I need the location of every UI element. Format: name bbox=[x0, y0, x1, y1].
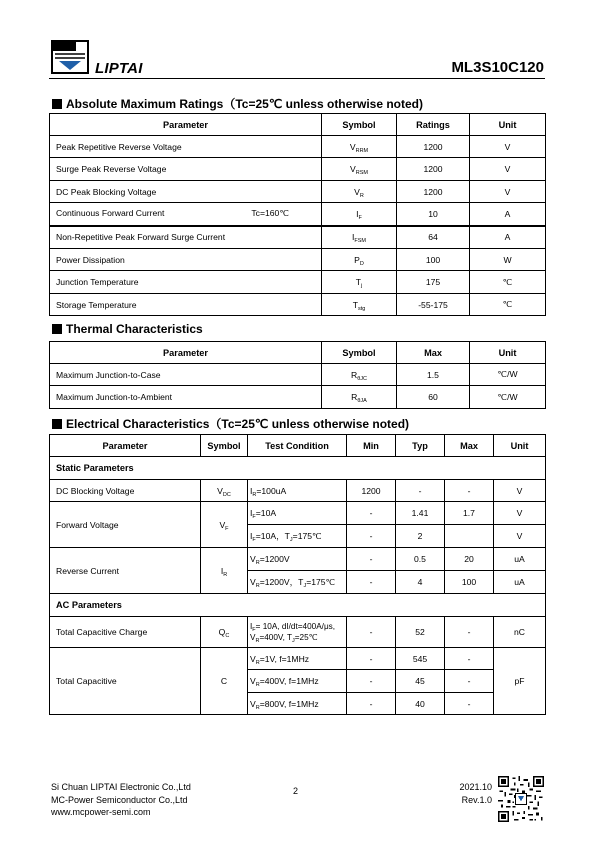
unit-cell: ℃ bbox=[470, 294, 546, 316]
symbol-cell: C bbox=[201, 648, 248, 715]
table-row bbox=[50, 158, 546, 181]
typ-cell: 2 bbox=[396, 525, 445, 548]
condition-cell: $V_R=1200V$ bbox=[248, 548, 347, 571]
thermal-table bbox=[49, 341, 546, 409]
max-cell: 20 bbox=[445, 548, 494, 571]
unit-cell: ℃/W bbox=[470, 386, 546, 409]
param-cell: Storage Temperature bbox=[50, 294, 322, 316]
col-header: Typ bbox=[396, 435, 445, 457]
unit-cell: uA bbox=[494, 548, 546, 571]
param-cell: Peak Repetitive Reverse Voltage bbox=[50, 136, 322, 158]
typ-cell: 52 bbox=[396, 617, 445, 648]
col-header: Unit bbox=[470, 342, 546, 364]
max-cell: - bbox=[445, 617, 494, 648]
unit-cell: V bbox=[494, 502, 546, 525]
header-divider bbox=[49, 78, 545, 79]
symbol-cell: $V_R$ bbox=[322, 181, 397, 203]
unit-cell: nC bbox=[494, 617, 546, 648]
table-row bbox=[50, 136, 546, 158]
unit-cell: V bbox=[494, 480, 546, 502]
param-cell: Total Capacitive Charge bbox=[50, 617, 201, 648]
value-cell: -55-175 bbox=[397, 294, 470, 316]
typ-cell: 0.5 bbox=[396, 548, 445, 571]
min-cell: - bbox=[347, 548, 396, 571]
unit-cell: uA bbox=[494, 571, 546, 594]
condition-cell: $I_F= 10A$, dI/dt=400A/μs, $V_R=400V$, $T_J=25℃$ bbox=[248, 617, 347, 648]
symbol-cell: $I_F$ bbox=[322, 203, 397, 226]
value-cell: 1.5 bbox=[397, 364, 470, 386]
max-cell: - bbox=[445, 670, 494, 693]
company-name-2: MC-Power Semiconductor Co.,Ltd bbox=[51, 794, 188, 805]
table-row bbox=[50, 617, 546, 648]
typ-cell: 4 bbox=[396, 571, 445, 594]
symbol-cell: $T_j$ bbox=[322, 271, 397, 294]
unit-cell: V bbox=[470, 136, 546, 158]
elec-table bbox=[49, 434, 546, 715]
col-header: Max bbox=[397, 342, 470, 364]
symbol-cell: $Q_C$ bbox=[201, 617, 248, 648]
param-cell: Total Capacitive bbox=[50, 648, 201, 715]
col-header: Ratings bbox=[397, 114, 470, 136]
revision-number: Rev.1.0 bbox=[461, 794, 492, 805]
footer-revision bbox=[459, 781, 492, 806]
col-header: Unit bbox=[494, 435, 546, 457]
section-bullet-icon bbox=[52, 99, 62, 109]
brand-name: LIPTAI bbox=[95, 60, 143, 77]
section-bullet-icon bbox=[52, 419, 62, 429]
table-row bbox=[50, 364, 546, 386]
unit-cell: V bbox=[470, 181, 546, 203]
elec-section-title: Electrical Characteristics（Tc=25℃ unless otherwise noted) bbox=[52, 415, 409, 432]
max-cell: - bbox=[445, 648, 494, 670]
liptai-logo-icon bbox=[51, 40, 89, 74]
param-cell: Reverse Current bbox=[50, 548, 201, 594]
typ-cell: - bbox=[396, 480, 445, 502]
min-cell: - bbox=[347, 670, 396, 693]
table-header-row bbox=[50, 342, 546, 364]
condition-cell: $I_R=100uA$ bbox=[248, 480, 347, 502]
page-number: 2 bbox=[293, 786, 299, 796]
value-cell: 64 bbox=[397, 226, 470, 249]
symbol-cell: $R_{\theta JA}$ bbox=[322, 386, 397, 409]
min-cell: - bbox=[347, 571, 396, 594]
col-header: Symbol bbox=[322, 114, 397, 136]
max-cell: - bbox=[445, 693, 494, 715]
group-row bbox=[50, 457, 546, 480]
value-cell: 60 bbox=[397, 386, 470, 409]
condition-cell: $V_R=800V$, f=1MHz bbox=[248, 693, 347, 715]
thermal-section-title: Thermal Characteristics bbox=[52, 322, 203, 336]
min-cell: - bbox=[347, 525, 396, 548]
table-row bbox=[50, 271, 546, 294]
typ-cell: 40 bbox=[396, 693, 445, 715]
condition-cell: $V_R=400V$, f=1MHz bbox=[248, 670, 347, 693]
col-header: Parameter bbox=[50, 342, 322, 364]
param-cell: DC Peak Blocking Voltage bbox=[50, 181, 322, 203]
table-row bbox=[50, 386, 546, 409]
max-cell: - bbox=[445, 480, 494, 502]
value-cell: 1200 bbox=[397, 136, 470, 158]
table-header-row bbox=[50, 435, 546, 457]
qr-code-icon bbox=[498, 776, 544, 822]
col-header: Symbol bbox=[201, 435, 248, 457]
param-cell: Continuous Forward Current Tc=160℃ bbox=[50, 203, 322, 226]
test-condition: Tc=160℃ bbox=[251, 208, 289, 219]
symbol-cell: $T_{stg}$ bbox=[322, 294, 397, 316]
group-row bbox=[50, 594, 546, 617]
col-header: Max bbox=[445, 435, 494, 457]
param-cell: Power Dissipation bbox=[50, 249, 322, 271]
footer-companies bbox=[51, 781, 191, 819]
unit-cell: V bbox=[470, 158, 546, 181]
min-cell: - bbox=[347, 502, 396, 525]
unit-cell: pF bbox=[494, 648, 546, 715]
param-cell: Surge Peak Reverse Voltage bbox=[50, 158, 322, 181]
symbol-cell: $V_{RRM}$ bbox=[322, 136, 397, 158]
unit-cell: A bbox=[470, 203, 546, 226]
max-cell bbox=[445, 525, 494, 548]
param-cell: Non-Repetitive Peak Forward Surge Current bbox=[50, 226, 322, 249]
param-cell: Forward Voltage bbox=[50, 502, 201, 548]
ac-parameters-label: AC Parameters bbox=[50, 594, 546, 617]
symbol-cell: $V_F$ bbox=[201, 502, 248, 548]
table-row bbox=[50, 648, 546, 670]
param-cell: Maximum Junction-to-Ambient bbox=[50, 386, 322, 409]
min-cell: - bbox=[347, 648, 396, 670]
typ-cell: 545 bbox=[396, 648, 445, 670]
amr-section-title: Absolute Maximum Ratings（Tc=25℃ unless otherwise noted) bbox=[52, 95, 423, 112]
unit-cell: ℃ bbox=[470, 271, 546, 294]
symbol-cell: $I_{FSM}$ bbox=[322, 226, 397, 249]
col-header: Test Condition bbox=[248, 435, 347, 457]
param-cell: Maximum Junction-to-Case bbox=[50, 364, 322, 386]
min-cell: - bbox=[347, 693, 396, 715]
table-row bbox=[50, 548, 546, 571]
unit-cell: V bbox=[494, 525, 546, 548]
table-row bbox=[50, 294, 546, 316]
col-header: Unit bbox=[470, 114, 546, 136]
symbol-cell: $I_R$ bbox=[201, 548, 248, 594]
condition-cell: $I_F=10A$ bbox=[248, 502, 347, 525]
unit-cell: W bbox=[470, 249, 546, 271]
unit-cell: ℃/W bbox=[470, 364, 546, 386]
company-name-1: Si Chuan LIPTAI Electronic Co.,Ltd bbox=[51, 782, 191, 792]
symbol-cell: $P_D$ bbox=[322, 249, 397, 271]
value-cell: 10 bbox=[397, 203, 470, 226]
value-cell: 1200 bbox=[397, 181, 470, 203]
max-cell: 100 bbox=[445, 571, 494, 594]
typ-cell: 45 bbox=[396, 670, 445, 693]
condition-cell: $I_F=10A$，$T_J=175℃$ bbox=[248, 525, 347, 548]
table-row bbox=[50, 203, 546, 226]
condition-cell: $V_R=1V$, f=1MHz bbox=[248, 648, 347, 670]
min-cell: 1200 bbox=[347, 480, 396, 502]
value-cell: 100 bbox=[397, 249, 470, 271]
symbol-cell: $R_{\theta JC}$ bbox=[322, 364, 397, 386]
website-link[interactable]: www.mcpower-semi.com bbox=[51, 807, 151, 817]
amr-table bbox=[49, 113, 546, 316]
section-bullet-icon bbox=[52, 324, 62, 334]
col-header: Parameter bbox=[50, 435, 201, 457]
col-header: Parameter bbox=[50, 114, 322, 136]
param-cell: Junction Temperature bbox=[50, 271, 322, 294]
part-number: ML3S10C120 bbox=[451, 59, 544, 76]
table-row bbox=[50, 226, 546, 249]
value-cell: 1200 bbox=[397, 158, 470, 181]
max-cell: 1.7 bbox=[445, 502, 494, 525]
symbol-cell: $V_{RSM}$ bbox=[322, 158, 397, 181]
typ-cell: 1.41 bbox=[396, 502, 445, 525]
symbol-cell: $V_{DC}$ bbox=[201, 480, 248, 502]
col-header: Symbol bbox=[322, 342, 397, 364]
min-cell: - bbox=[347, 617, 396, 648]
table-row bbox=[50, 249, 546, 271]
col-header: Min bbox=[347, 435, 396, 457]
unit-cell: A bbox=[470, 226, 546, 249]
condition-cell: $V_R=1200V$，$T_J=175℃$ bbox=[248, 571, 347, 594]
static-parameters-label: Static Parameters bbox=[50, 457, 546, 480]
revision-date: 2021.10 bbox=[459, 782, 492, 792]
table-header-row bbox=[50, 114, 546, 136]
table-row bbox=[50, 502, 546, 525]
value-cell: 175 bbox=[397, 271, 470, 294]
param-cell: DC Blocking Voltage bbox=[50, 480, 201, 502]
table-row bbox=[50, 181, 546, 203]
table-row bbox=[50, 480, 546, 502]
